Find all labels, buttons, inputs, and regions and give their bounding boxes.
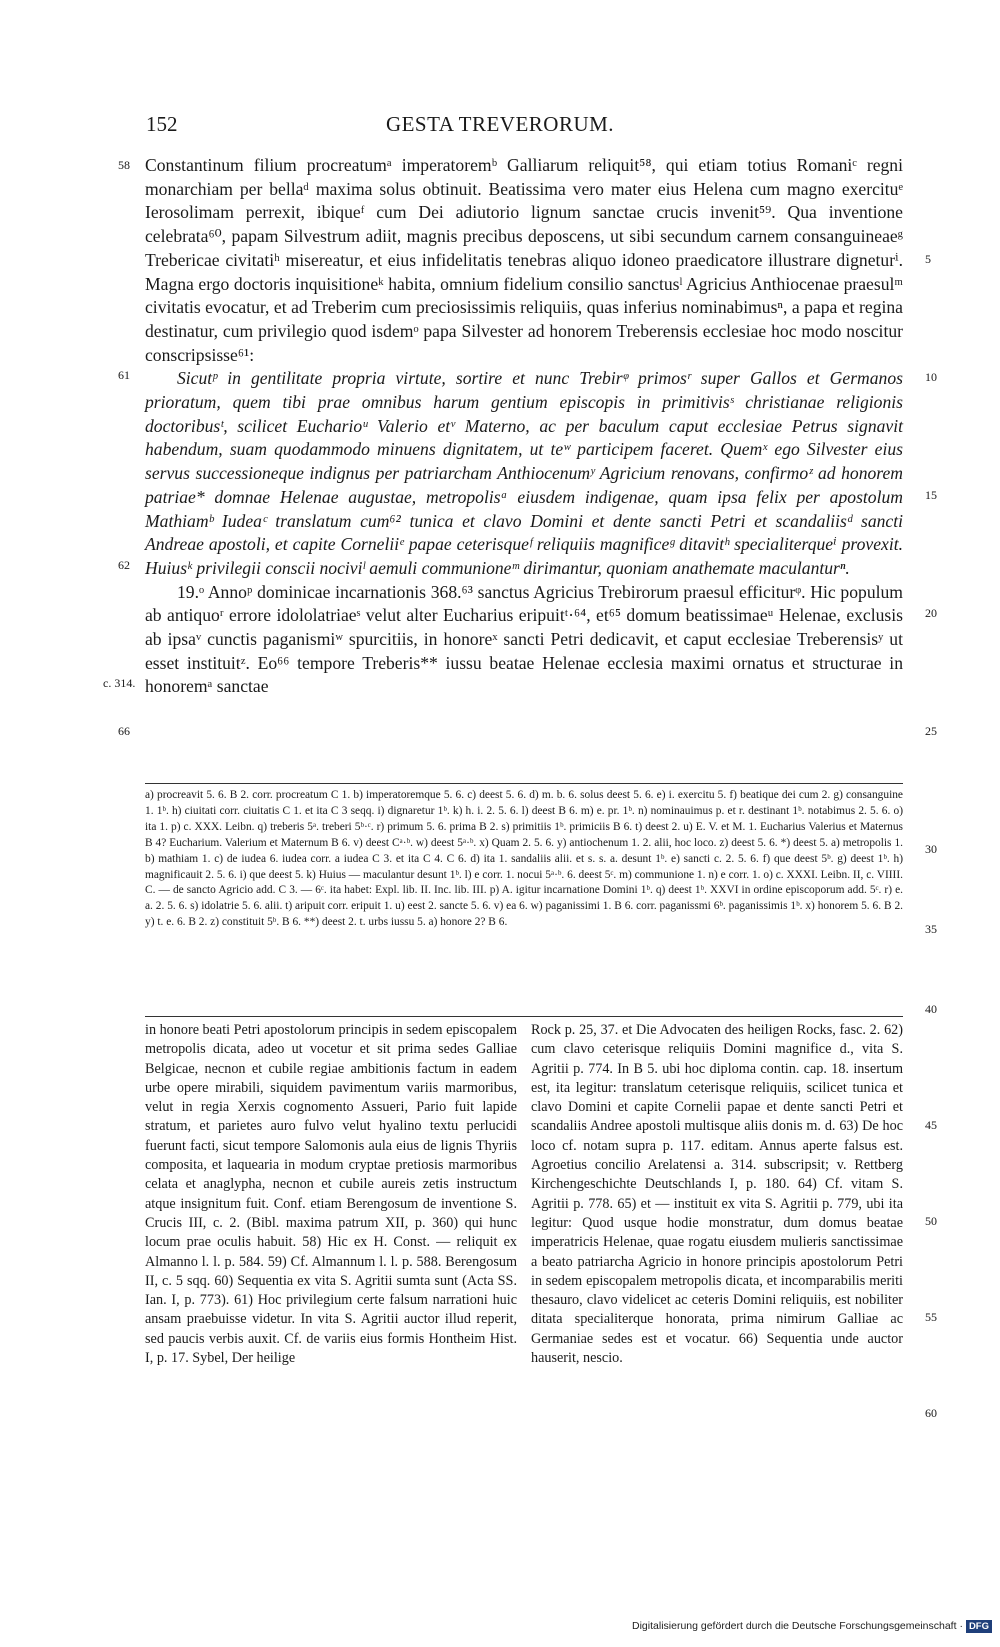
line-number: 40: [925, 1002, 937, 1016]
notes-divider: [145, 1016, 903, 1017]
left-margin-ref: 58: [118, 158, 130, 172]
line-number: 15: [925, 488, 937, 502]
privilege-paragraph: Sicutᵖ in gentilitate propria virtute, sortire et nunc Trebirᵠ primosʳ super Gallos et Germanos prioratum, quem tibi prae omnibus harum gentium episcopis in primitivisˢ christianae religionis doctoribusᵗ, scilicet Eucharioᵘ Valerio etᵛ Materno, ac per baculum caput ecclesiae Petrus signavit habendum, suam quodammodo minuens dignitatem, ut teʷ participem faceret. Quemˣ ego Silvester eius servus successioneque indignus per patriarcham Anthiocenumʸ Agricium renovans, confirmoᶻ ad honorem patriae* domnae Helenae augustae, metropolisᵃ eiusdem indigenae, quam ipsa felix per apostolum Mathiamᵇ Iudeaᶜ translatum cum⁶² tunica et clavo Domini et dente sancti Petri et scandaliisᵈ sancti Andreae apostoli, et capite Corneliiᵉ papae ceterisqueᶠ reliquiis magnificeᵍ ditavitʰ specialiterqueⁱ provexit. Huiusᵏ privilegii conscii nociviˡ aemuli communioneᵐ dirimantur, quoniam anathemate maculanturⁿ.: [145, 368, 903, 578]
critical-apparatus: [145, 788, 903, 931]
dfg-logo: DFG: [966, 1620, 992, 1633]
narrative-paragraph: Constantinum filium procreatumᵃ imperatoremᵇ Galliarum reliquit⁵⁸, qui etiam totius Romaniᶜ regni monarchiam per bellaᵈ maxima solus obtinuit. Beatissima vero mater eius Helena cum magno exercituᵉ Ierosolimam perrexit, ibiqueᶠ cum Dei adiutorio lignum sanctae crucis invenit⁵⁹. Qua inventione celebrata⁶⁰, papam Silvestrum adiit, magnis precibus deposcens, ut sibi secundum carnem consanguineaeᵍ Trebericae civitatiʰ misereatur, et eius infidelitatis tenebras aliquo idoneo praedicatore illustrare digneturⁱ. Magna ergo doctoris inquisitioneᵏ habita, omnium fidelium consilio sanctusˡ Agricius Anthiocenae praesulᵐ civitatis evocatur, et ad Treberim cum preciosissimis reliquiis, quas inferius nominabimusⁿ, a papa et regina destinatur, cum privilegio quod isdemᵒ papa Silvester ad honorem Treberensis ecclesiae hoc modo noscitur conscripsisse⁶¹:: [145, 155, 903, 365]
line-number: 35: [925, 922, 937, 936]
notes-column-left: [145, 1021, 517, 1368]
line-number: 30: [925, 842, 937, 856]
line-number: 25: [925, 724, 937, 738]
digitization-credit: [632, 1620, 992, 1633]
line-number: 55: [925, 1310, 937, 1324]
page-header: [0, 112, 1000, 142]
main-text: [145, 154, 903, 699]
page-number: 152: [146, 112, 178, 136]
apparatus-divider: [145, 783, 903, 784]
notes-column-right: [531, 1021, 903, 1368]
notes-left-text: in honore beati Petri apostolorum principis in sedem episcopalem metropolis dicata, adeo ut vocetur et sit prima sedes Galliae Belgicae, necnon et cubile regiae ambitionis factum in eadem urbe opere mirabili, siquidem pavimentum variis marmoribus, velut in regia Xerxis cognomento Assueri, Pario fuit lapide stratum, et parietes auro fulvo velut hyalino textu perlucidi fuerunt facti, sicut tempore Salomonis aula eius de lignis Thyriis composita, et laquearia in modum cryptae pretiosis marmoribus celata et anaglypha, necnon et cubile aureis zetis instructum atque insignitum fuit. Conf. etiam Berengosum de inventione S. Crucis III, c. 2. (Bibl. maxima patrum XII, p. 360) qui hunc locum prae oculis habuit. 58) Hic ex H. Const. — reliquit ex Almanno l. l. p. 584. 59) Cf. Almannum l. l. p. 588. Berengosum II, c. 5 sqq. 60) Sequentia ex vita S. Agritii sumta sunt (Acta SS. Ian. I, p. 773). 61) Hoc privilegium certe falsum narrationi huic ansam praebuisse videtur. In vita S. Agritii auctor illud reperit, sed paucis verbis auxit. Cf. de variis eius formis Hontheim Hist. I, p. 17. Sybel, Der heilige: [145, 1022, 517, 1367]
line-number: 20: [925, 606, 937, 620]
line-number: 10: [925, 370, 937, 384]
notes-right-text: Rock p. 25, 37. et Die Advocaten des heiligen Rocks, fasc. 2. 62) cum clavo ceterisque reliquiis Domini magnifice d., vita S. Agritii p. 774. In B 5. ubi hoc diploma contin. cap. 18. insertum est, ita legitur: translatum ceterisque reliquiis, scilicet tunica et clavo Domini et capite Cornelii papae et dente sancti Petri et scandaliis Andree apostoli multisque aliis donis m. d. 63) De hoc loco cf. notam supra p. 117. editam. Annus aperte falsus est. Agroetius concilio Arelatensi a. 314. subscripsit; v. Rettberg Kirchengeschichte Deutschlands I, p. 180. 64) Cf. vitam S. Agritii p. 778. 65) et — instituit ex vita S. Agritii p. 779, ubi ita legitur: Quod usque hodie monstratur, dum domus beatae imperatricis Helenae, quae rogatu eiusdem mulieris sanctissimae a beato patriarcha Agricio in honore principis apostolorum Petri in sedem episcopalem metropolis dicata, et incomparabilis meriti thesauro, clavo videlicet ac ceteris Domini reliquiis, est nobiliter ditata specialiterque honorata, prima nimirum Galliae ac Germaniae sedes est et vocatur. 66) Sequentia unde auctor hauserit, nescio.: [531, 1022, 903, 1367]
left-margin-ref: 61: [118, 368, 130, 382]
left-margin-ref: c. 314.: [103, 676, 136, 690]
line-number: 5: [925, 252, 931, 266]
running-title: GESTA TREVERORUM.: [385, 112, 615, 136]
line-number: 50: [925, 1214, 937, 1228]
chapter-paragraph: 19.ᵒ Annoᵖ dominicae incarnationis 368.⁶³ sanctus Agricius Trebirorum praesul efficiturᵠ. Hic populum ab antiquoʳ errore idololatriaeˢ velut alter Eucharius eripuitᵗ·⁶⁴, et⁶⁵ domum beatissimaeᵘ Helenae, exclusis ab ipsaᵛ cunctis paganismiʷ spurcitiis, in honoreˣ sancti Petri dedicavit, et caput ecclesiae Treberensisʸ ut esset instituitᶻ. Eo⁶⁶ tempore Treberis** iussu beatae Helenae ecclesia maximi ornatus et structurae in honoremᵃ sanctae: [145, 581, 903, 697]
line-number: 60: [925, 1406, 937, 1420]
left-margin-ref: 66: [118, 724, 130, 738]
apparatus-text: a) procreavit 5. 6. B 2. corr. procreatum C 1. b) imperatoremque 5. 6. c) deest 5. 6. d) m. b. 6. solus deest 5. 6. e) i. exercitu 5. f) beatique dei cum 2. g) consanguine 1. 1ᵇ. h) ciuitati corr. ciuitatis C 1. et ita C 3 seqq. i) dignaretur 1ᵇ. k) h. i. 2. 5. 6. l) deest B 6. m) e. pr. 1ᵇ. n) nominauimus p. et r. destinant 1ᵇ. notabimus 2. 5. 6. o) ita 1. p) c. XXX. Leibn. q) treberis 5ᵃ. treberi 5ᵇ·ᶜ. r) primum 5. 6. prima B 2. s) primitiis 1ᵇ. primiciis B 6. t) deest 2. u) E. V. et M. 1. Eucharius Valerius et Maternus B 4? Eucharium. Valerium et Maternum B 6. v) deest Cᵃ·ᵇ. w) deest 5ᵃ·ᵇ. x) Quam 2. 5. 6. y) antiochenum 1. 2. alii, hoc loco. z) deest 5. 6. *) deest 5. a) metropolis 1. b) mathiam 1. c) de iudea 6. iudea corr. a iudea C 3. et ita C 4. C 6. d) ita 1. sandaliis alii. et s. s. a. desunt 1ᵇ. e) sancti c. 2. 5. 6. f) que deest 5ᵇ. g) deest 1ᵇ. h) magnificauit 2. 5. 6. i) que deest 5. k) Huius — maculantur desunt 1ᵇ. l) e corr. 1. nocui 5ᵃ·ᵇ. 6. deest 5ᶜ. m) communione 1. n) e corr. 1. o) c. XXXI. Leibn. II, c. VIIII. C. — de sancto Agricio add. C 3. — 6ᶜ. ita habet: Expl. lib. II. Inc. lib. III. p) A. igitur incarnatione Domini 1ᵇ. q) deest 1ᵇ. XXVI in ordine episcoporum add. 5ᶜ. r) e. a. 2. 5. 6. s) idolatrie 5. 6. alii. t) aripuit corr. eripuit 1. u) eest 2. sancte 5. 6. v) ea 6. w) paganissimi 1. B 6. corr. paganissmi 6ᵇ. paganissimis 1ᵇ. x) honorem 5. 6. B 2. y) t. e. 6. B 2. z) constituit 5ᵇ. B 6. **) deest 2. t. urbs iussu 5. a) honore 2? B 6.: [145, 789, 903, 929]
line-number: 45: [925, 1118, 937, 1132]
footer-text: Digitalisierung gefördert durch die Deutsche Forschungsgemeinschaft ·: [632, 1620, 963, 1632]
left-margin-ref: 62: [118, 558, 130, 572]
